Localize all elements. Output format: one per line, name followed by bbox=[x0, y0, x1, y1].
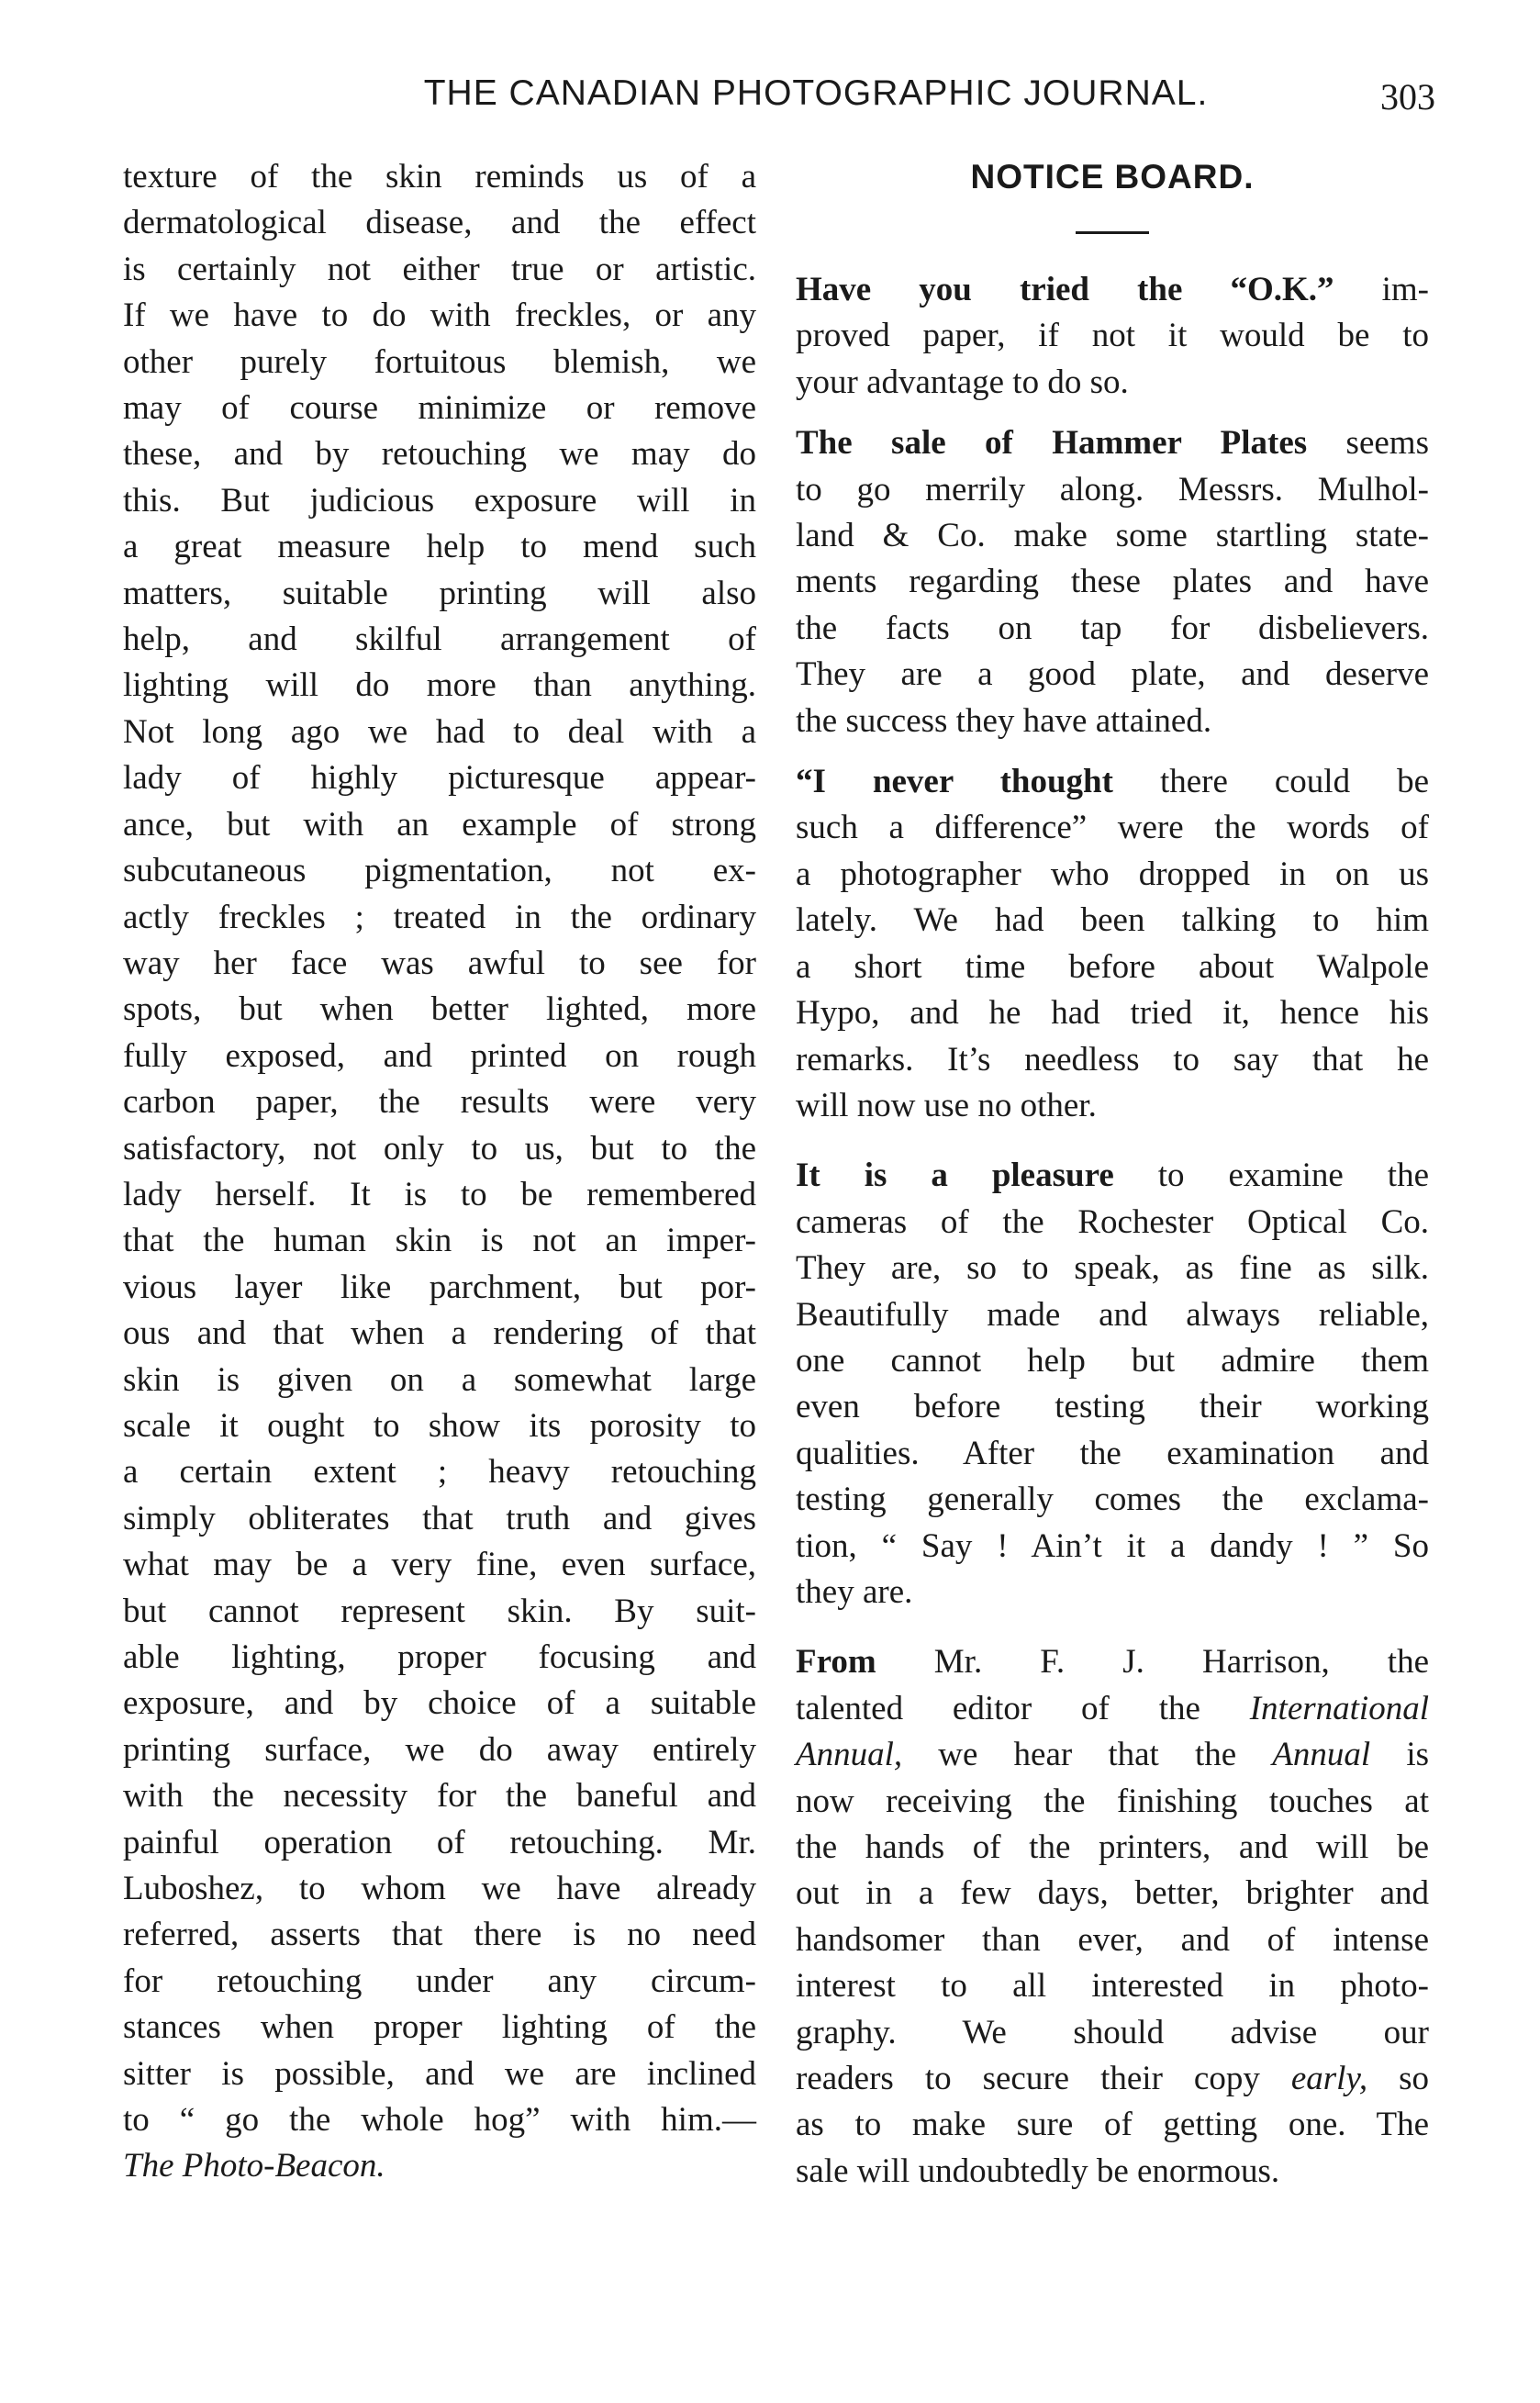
body-line: that the human skin is not an imper- bbox=[123, 1222, 756, 1260]
notice-lead: “I never thought bbox=[796, 763, 1113, 801]
source-citation: The Photo-Beacon. bbox=[123, 2147, 385, 2185]
body-line: satisfactory, not only to us, but to the bbox=[123, 1129, 756, 1168]
body-line: a photographer who dropped in on us bbox=[796, 855, 1429, 893]
body-line: lady herself. It is to be remembered bbox=[123, 1175, 756, 1213]
notice-first-line bbox=[796, 267, 1429, 313]
body-line bbox=[796, 1732, 1429, 1778]
body-line: a great measure help to mend such bbox=[123, 528, 756, 566]
notice-text: we hear that the bbox=[902, 1736, 1273, 1774]
body-line: out in a few days, better, brighter and bbox=[796, 1874, 1429, 1913]
body-line: printing surface, we do away entirely bbox=[123, 1730, 756, 1769]
body-line: sale will undoubtedly be enormous. bbox=[796, 2152, 1280, 2190]
body-line: testing generally comes the exclama- bbox=[796, 1481, 1429, 1519]
notice-text: to examine the bbox=[1113, 1157, 1429, 1195]
body-line: stances when proper lighting of the bbox=[123, 2008, 756, 2047]
notice-text: Mr. F. J. Harrison, the bbox=[876, 1643, 1429, 1682]
body-line: is certainly not either true or artistic. bbox=[123, 250, 756, 288]
body-line: ments regarding these plates and have bbox=[796, 563, 1429, 601]
body-line: ous and that when a rendering of that bbox=[123, 1314, 756, 1353]
body-line: dermatological disease, and the effect bbox=[123, 204, 756, 242]
body-line: for retouching under any circum- bbox=[123, 1962, 756, 2000]
notice-text: seems bbox=[1307, 424, 1429, 463]
body-line: the success they have attained. bbox=[796, 701, 1212, 740]
body-line: spots, but when better lighted, more bbox=[123, 990, 756, 1029]
left-column bbox=[123, 154, 756, 2190]
body-line: referred, asserts that there is no need bbox=[123, 1916, 756, 1954]
body-line: help, and skilful arrangement of bbox=[123, 620, 756, 659]
body-line: to “ go the whole hog” with him.— bbox=[123, 2101, 756, 2140]
body-line: they are. bbox=[796, 1572, 913, 1611]
body-line: such a difference” were the words of bbox=[796, 809, 1429, 847]
notice-text: readers to secure their copy bbox=[796, 2060, 1291, 2098]
notice-text: is bbox=[1370, 1736, 1429, 1774]
body-line: but cannot represent skin. By suit- bbox=[123, 1592, 756, 1630]
notice-first-line bbox=[796, 1153, 1429, 1199]
body-line: Hypo, and he had tried it, hence his bbox=[796, 994, 1429, 1033]
body-line: subcutaneous pigmentation, not ex- bbox=[123, 852, 756, 890]
title-rule bbox=[1076, 231, 1149, 234]
notice-lead: From bbox=[796, 1643, 876, 1682]
notice-text: so bbox=[1367, 2060, 1429, 2098]
running-head: THE CANADIAN PHOTOGRAPHIC JOURNAL. bbox=[423, 73, 1209, 113]
body-line: what may be a very fine, even surface, bbox=[123, 1546, 756, 1584]
notice-board-title: NOTICE BOARD. bbox=[970, 158, 1255, 196]
body-line: one cannot help but admire them bbox=[796, 1341, 1429, 1380]
page-number: 303 bbox=[1380, 76, 1435, 117]
body-line: lighting will do more than anything. bbox=[123, 666, 756, 705]
body-line: even before testing their working bbox=[796, 1388, 1429, 1426]
notice-text: im- bbox=[1334, 271, 1429, 308]
body-line: If we have to do with freckles, or any bbox=[123, 296, 756, 335]
body-line: Luboshez, to whom we have already bbox=[123, 1870, 756, 1908]
notice-first-line bbox=[796, 759, 1429, 805]
right-column bbox=[796, 154, 1429, 2209]
body-line bbox=[796, 1686, 1429, 1732]
body-line: the facts on tap for disbelievers. bbox=[796, 609, 1429, 647]
body-line: tion, “ Say ! Ain’t it a dandy ! ” So bbox=[796, 1526, 1429, 1565]
notice-item bbox=[796, 1639, 1429, 2195]
body-line: your advantage to do so. bbox=[796, 363, 1129, 401]
body-line: a short time before about Walpole bbox=[796, 947, 1429, 986]
body-line: matters, suitable printing will also bbox=[123, 574, 756, 612]
publication-title: Annual bbox=[1272, 1736, 1371, 1774]
notice-item bbox=[796, 1153, 1429, 1615]
body-line: qualities. After the examination and bbox=[796, 1434, 1429, 1472]
body-line: proved paper, if not it would be to bbox=[796, 317, 1429, 355]
body-line: a certain extent ; heavy retouching bbox=[123, 1453, 756, 1492]
page-header bbox=[123, 73, 1435, 129]
article-source bbox=[123, 2143, 756, 2189]
body-line: They are, so to speak, as fine as silk. bbox=[796, 1249, 1429, 1288]
body-line: remarks. It’s needless to say that he bbox=[796, 1040, 1429, 1079]
body-line: vious layer like parchment, but por- bbox=[123, 1268, 756, 1306]
publication-title: Annual, bbox=[796, 1736, 903, 1774]
body-line: They are a good plate, and deserve bbox=[796, 655, 1429, 694]
body-line: handsomer than ever, and of intense bbox=[796, 1920, 1429, 1959]
body-line: actly freckles ; treated in the ordinary bbox=[123, 898, 756, 936]
body-line: lady of highly picturesque appear- bbox=[123, 759, 756, 798]
body-line: simply obliterates that truth and gives bbox=[123, 1499, 756, 1537]
notice-lead: Have you tried the “O.K.” bbox=[796, 271, 1334, 308]
body-line: this. But judicious exposure will in bbox=[123, 481, 756, 520]
notice-item bbox=[796, 420, 1429, 744]
body-line: land & Co. make some startling state- bbox=[796, 517, 1429, 555]
body-line: these, and by retouching we may do bbox=[123, 435, 756, 474]
body-line: lately. We had been talking to him bbox=[796, 901, 1429, 940]
body-line: interest to all interested in photo- bbox=[796, 1967, 1429, 2006]
body-line: skin is given on a somewhat large bbox=[123, 1360, 756, 1399]
body-line: exposure, and by choice of a suitable bbox=[123, 1684, 756, 1723]
body-line: may of course minimize or remove bbox=[123, 389, 756, 428]
body-line: Not long ago we had to deal with a bbox=[123, 712, 756, 751]
notice-lead: It is a pleasure bbox=[796, 1157, 1114, 1195]
body-line: to go merrily along. Messrs. Mulhol- bbox=[796, 470, 1429, 509]
body-line: sitter is possible, and we are inclined bbox=[123, 2054, 756, 2093]
notice-lead: The sale of Hammer Plates bbox=[796, 424, 1308, 463]
notice-first-line bbox=[796, 1639, 1429, 1685]
body-line: ance, but with an example of strong bbox=[123, 805, 756, 844]
notice-text: talented editor of the bbox=[796, 1689, 1250, 1727]
body-line bbox=[796, 2056, 1429, 2102]
body-line: fully exposed, and printed on rough bbox=[123, 1036, 756, 1075]
notice-item bbox=[796, 759, 1429, 1129]
body-line: carbon paper, the results were very bbox=[123, 1083, 756, 1122]
notice-first-line bbox=[796, 420, 1429, 466]
body-line: scale it ought to show its porosity to bbox=[123, 1406, 756, 1445]
body-line: graphy. We should advise our bbox=[796, 2013, 1429, 2051]
body-line: will now use no other. bbox=[796, 1086, 1097, 1124]
body-line: other purely fortuitous blemish, we bbox=[123, 342, 756, 381]
body-line: the hands of the printers, and will be bbox=[796, 1828, 1429, 1866]
publication-title: International bbox=[1249, 1689, 1429, 1727]
body-line: cameras of the Rochester Optical Co. bbox=[796, 1202, 1429, 1241]
body-line: able lighting, proper focusing and bbox=[123, 1638, 756, 1676]
body-line: texture of the skin reminds us of a bbox=[123, 158, 756, 196]
notice-item bbox=[796, 267, 1429, 406]
body-line: now receiving the finishing touches at bbox=[796, 1782, 1429, 1820]
body-line: as to make sure of getting one. The bbox=[796, 2106, 1429, 2144]
emphasis: early, bbox=[1290, 2060, 1368, 2098]
body-line: painful operation of retouching. Mr. bbox=[123, 1823, 756, 1861]
body-line: way her face was awful to see for bbox=[123, 944, 756, 982]
body-line: with the necessity for the baneful and bbox=[123, 1777, 756, 1816]
body-line: Beautifully made and always reliable, bbox=[796, 1295, 1429, 1334]
notice-text: there could be bbox=[1112, 763, 1430, 801]
